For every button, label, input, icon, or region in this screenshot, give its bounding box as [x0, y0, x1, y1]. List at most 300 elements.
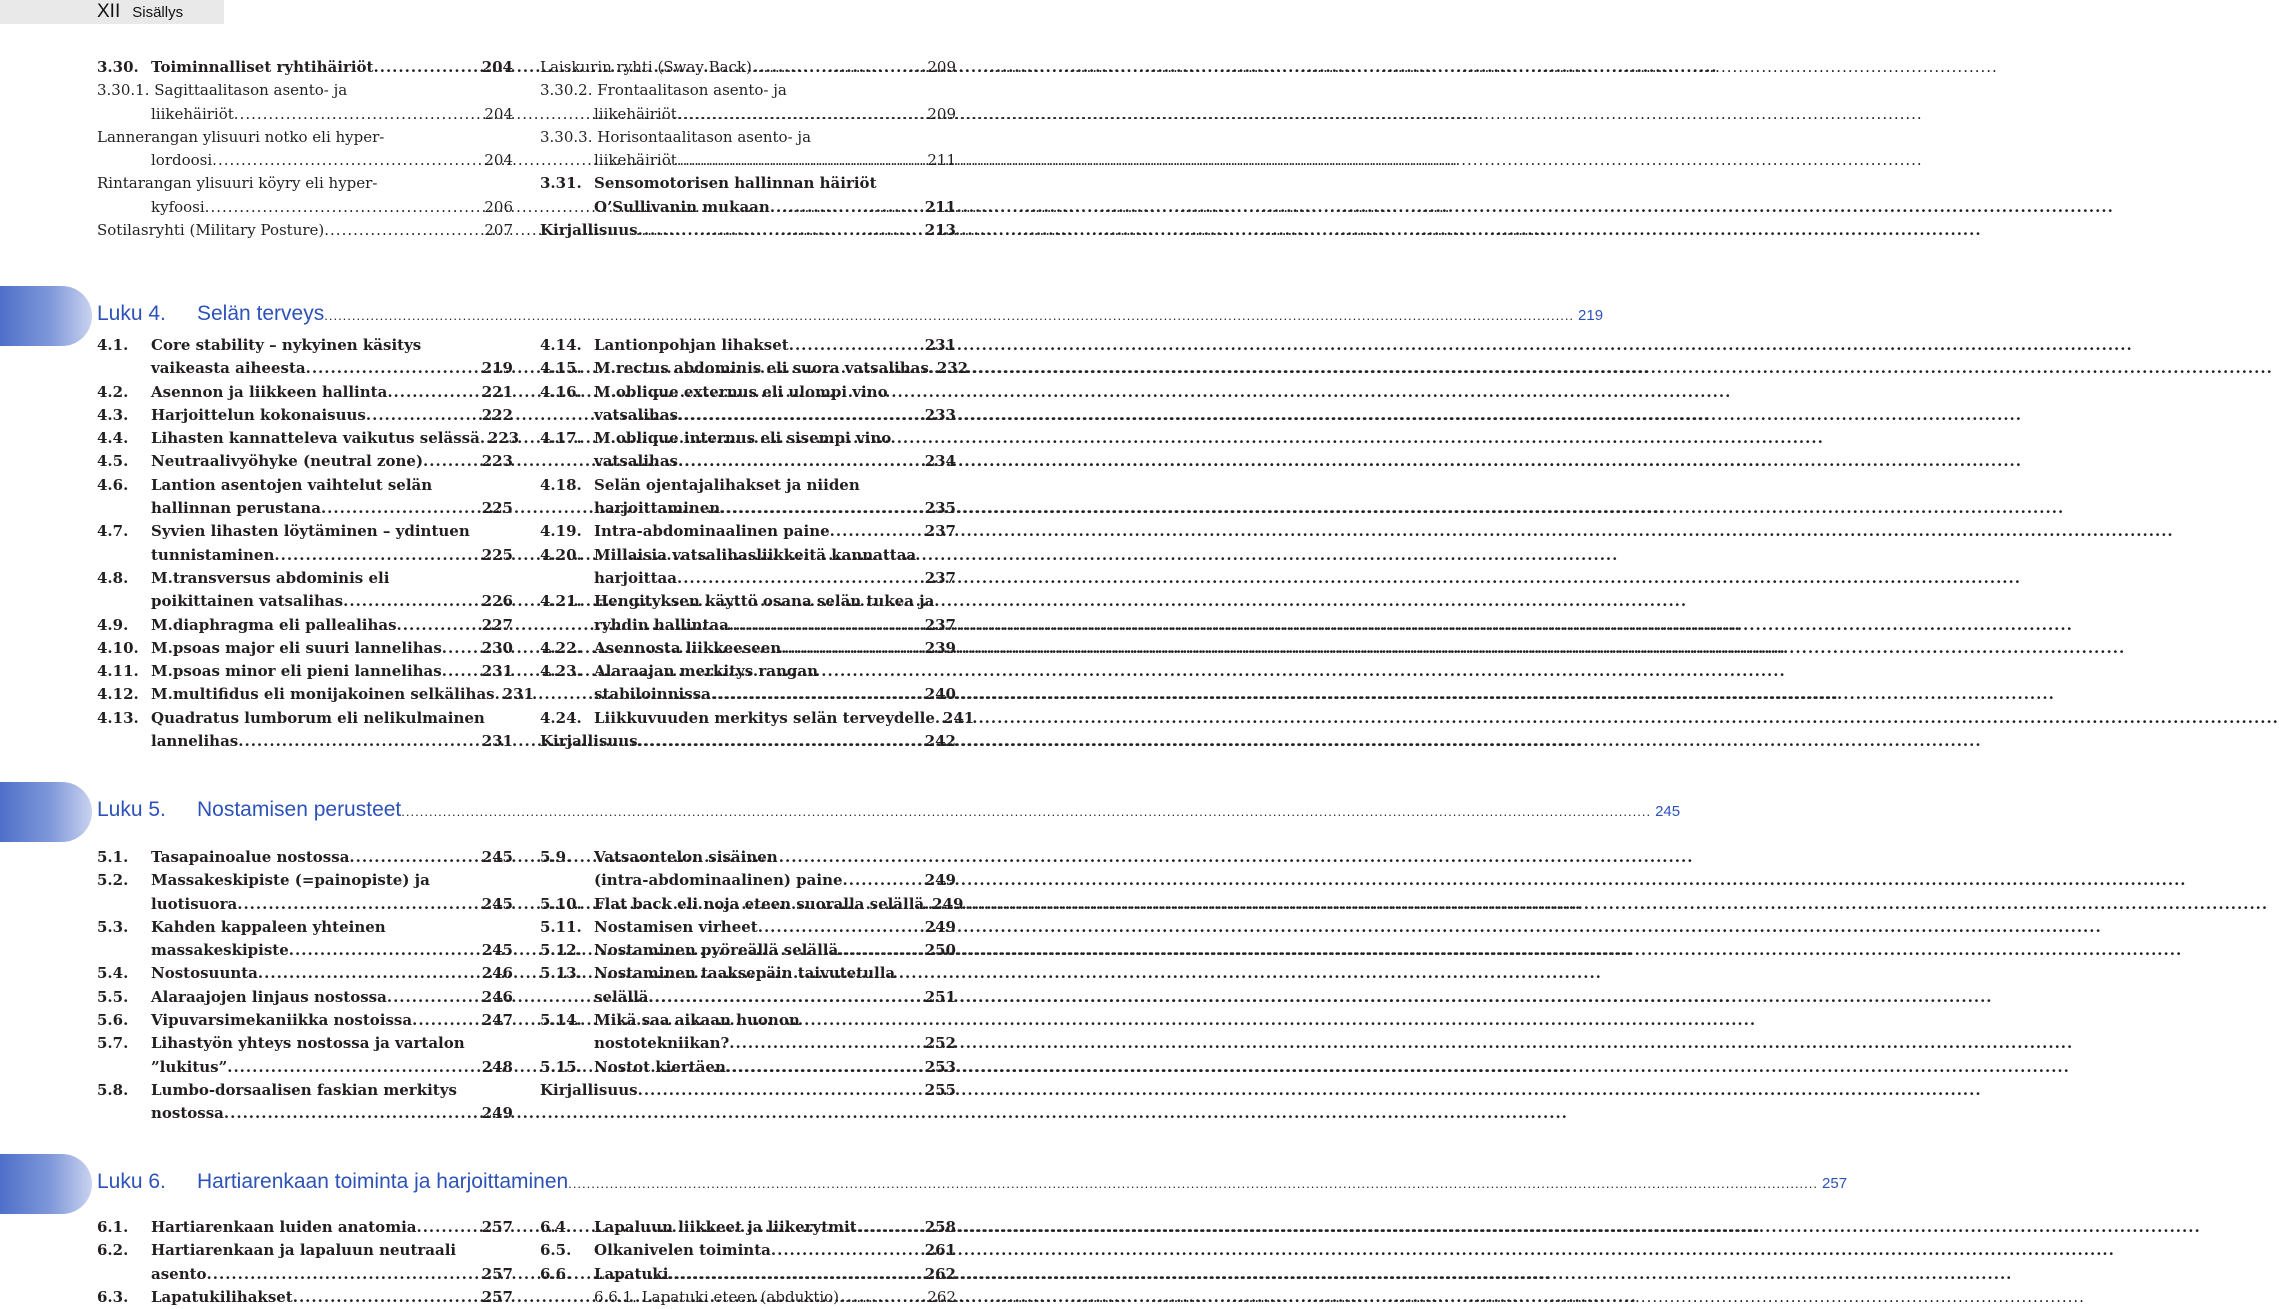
chapter-heading[interactable]: [97, 1170, 1848, 1194]
toc-entry-title: Nostosuunta: [151, 964, 258, 983]
chapter-title: Selän terveys: [197, 302, 325, 325]
toc-entry-title: vatsalihas: [594, 452, 678, 471]
toc-entry[interactable]: [97, 103, 513, 126]
dot-leader: [387, 986, 480, 1009]
toc-entry-title: Lapaluun liikkeet ja liikerytmit: [594, 1218, 857, 1236]
toc-entry-number: 4.20.: [540, 545, 582, 564]
toc-entry-page: 204: [484, 104, 513, 123]
toc-entry[interactable]: [540, 126, 956, 149]
toc-entry-number: 4.21.: [540, 592, 582, 611]
toc-entry-page: 242: [924, 732, 956, 751]
toc-entry[interactable]: [540, 1286, 956, 1309]
toc-top-right-column: [540, 56, 956, 242]
toc-entry[interactable]: [97, 196, 513, 219]
toc-entry-title: hallinnan perustana: [151, 499, 321, 518]
chapter-number: Luku 5.: [97, 798, 166, 821]
toc-entry-title: luotisuora: [151, 894, 238, 913]
toc-entry-number: 4.22.: [540, 638, 582, 657]
toc-entry-title: Intra-abdominaalinen paine: [594, 522, 830, 541]
toc-entry-page: 262: [924, 1264, 956, 1283]
toc-entry[interactable]: [540, 1239, 956, 1262]
toc-entry-title: Tasapainoalue nostossa: [151, 848, 350, 866]
toc-entry[interactable]: [540, 79, 956, 102]
toc-entry-page: 251: [924, 987, 956, 1006]
toc-entry-page: 223: [487, 429, 520, 448]
toc-entry-number: 6.2.: [97, 1241, 129, 1260]
toc-entry[interactable]: [540, 962, 956, 985]
dot-leader: [638, 1079, 923, 1102]
toc-entry[interactable]: [540, 357, 969, 380]
toc-entry[interactable]: [97, 660, 513, 683]
toc-entry-page: 231: [481, 662, 513, 681]
toc-entry-title: Asennosta liikkeeseen: [594, 638, 782, 657]
dot-leader: [397, 614, 480, 637]
toc-entry[interactable]: [97, 1263, 513, 1286]
toc-entry-page: 237: [924, 615, 956, 634]
toc-entry-title: liikehäiriöt: [594, 151, 677, 170]
toc-entry-title: Rintarangan ylisuuri köyry eli hyper-: [97, 174, 378, 193]
toc-entry[interactable]: [97, 1102, 513, 1125]
toc-entry-page: 237: [924, 568, 956, 587]
toc-entry-title: M.diaphragma eli pallealihas: [151, 615, 397, 634]
toc-entry[interactable]: [97, 1286, 513, 1309]
toc-entry[interactable]: [97, 79, 513, 102]
toc-entry-title: liikehäiriöt: [594, 104, 677, 123]
toc-entry[interactable]: [97, 334, 513, 357]
toc-entry[interactable]: [540, 219, 956, 242]
dot-leader: [720, 497, 923, 520]
toc-entry-number: 4.19.: [540, 522, 582, 541]
toc-entry-page: 233: [924, 405, 956, 424]
toc-entry[interactable]: [97, 1056, 513, 1079]
dot-leader: [839, 1286, 925, 1309]
toc-entry-page: 245: [481, 941, 513, 960]
toc-entry-number: 4.3.: [97, 405, 129, 424]
toc-entry[interactable]: [97, 357, 513, 380]
toc-entry-number: 5.7.: [97, 1034, 129, 1053]
toc-entry-title: Kirjallisuus: [540, 732, 638, 751]
dot-leader: [306, 357, 480, 380]
toc-entry[interactable]: [540, 196, 956, 219]
toc-entry-title: Nostot kiertäen: [594, 1057, 726, 1076]
toc-entry-number: 5.5.: [97, 987, 129, 1006]
dot-leader: [258, 962, 480, 985]
toc-top-left-column: [97, 56, 513, 242]
toc-entry-title: Neutraalivyöhyke (neutral zone): [151, 452, 424, 471]
chapter-page: 257: [1822, 1175, 1848, 1192]
toc-entry-page: 246: [481, 964, 513, 983]
toc-entry-number: 5.13.: [540, 964, 582, 983]
toc-entry[interactable]: [540, 893, 964, 916]
toc-entry[interactable]: [97, 1079, 513, 1102]
chapter-4-left-column: [97, 334, 534, 753]
toc-entry[interactable]: [540, 637, 956, 660]
toc-entry[interactable]: [97, 381, 513, 404]
toc-entry-title: vaikeasta aiheesta: [151, 359, 306, 378]
toc-entry[interactable]: [540, 986, 956, 1009]
toc-entry-page: 225: [481, 499, 513, 518]
toc-entry-title: Selän ojentajalihakset ja niiden: [594, 475, 860, 494]
toc-entry[interactable]: [97, 869, 513, 892]
chapter-number: Luku 4.: [97, 302, 166, 325]
dot-leader: [324, 308, 1574, 323]
toc-entry[interactable]: [97, 404, 513, 427]
toc-entry[interactable]: [540, 520, 956, 543]
toc-entry[interactable]: [540, 172, 956, 195]
toc-entry-title: Hartiarenkaan ja lapaluun neutraali: [151, 1241, 457, 1260]
toc-entry-number: 5.1.: [97, 848, 129, 866]
toc-entry[interactable]: [540, 1009, 956, 1032]
dot-leader: [227, 1056, 479, 1079]
toc-entry-title: stabiloinnissa: [594, 685, 711, 704]
toc-entry[interactable]: [97, 1239, 513, 1262]
toc-entry-page: 230: [481, 638, 513, 657]
toc-entry[interactable]: [540, 404, 956, 427]
dot-leader: [729, 1032, 922, 1055]
toc-entry-number: 4.9.: [97, 615, 129, 634]
toc-entry[interactable]: [97, 939, 513, 962]
toc-entry-number: 4.18.: [540, 475, 582, 494]
dot-leader: [711, 683, 923, 706]
dot-leader: [387, 381, 479, 404]
toc-entry-number: 4.2.: [97, 382, 129, 401]
dot-leader: [237, 893, 479, 916]
toc-entry-title: Sensomotorisen hallinnan häiriöt: [594, 174, 877, 193]
dot-leader: [349, 846, 479, 869]
toc-entry[interactable]: [97, 149, 513, 172]
dot-leader: [638, 219, 923, 242]
toc-entry-title: Lapatukilihakset: [151, 1287, 293, 1306]
page-number-roman: XII: [97, 1, 121, 22]
dot-leader: [224, 1102, 480, 1125]
chapter-heading[interactable]: [97, 302, 1604, 326]
toc-entry-title: Lantionpohjan lihakset: [594, 336, 789, 354]
toc-entry-title: kyfoosi: [151, 197, 205, 216]
toc-entry-title: O’Sullivanin mukaan: [594, 197, 770, 216]
toc-entry-title: M.psoas major eli suuri lannelihas: [151, 638, 442, 657]
dot-leader: [205, 196, 483, 219]
toc-entry[interactable]: [540, 1032, 956, 1055]
dot-leader: [838, 939, 922, 962]
toc-entry-page: 209: [927, 58, 956, 76]
toc-entry[interactable]: [540, 334, 956, 357]
toc-entry[interactable]: [97, 683, 534, 706]
toc-entry-title: Hengityksen käyttö osana selän tukea ja: [594, 592, 935, 611]
toc-entry[interactable]: [540, 916, 956, 939]
toc-entry-page: 211: [924, 197, 956, 216]
toc-entry-title: Alaraajan merkitys rangan: [594, 662, 819, 681]
chapter-tab-marker: [0, 1154, 92, 1214]
toc-entry-title: Lihasten kannatteleva vaikutus selässä: [151, 429, 480, 448]
toc-entry-title: M.psoas minor eli pieni lannelihas: [151, 662, 442, 681]
toc-entry-title: Nostamisen virheet: [594, 917, 758, 936]
toc-entry[interactable]: [97, 707, 513, 730]
toc-entry[interactable]: [97, 590, 513, 613]
toc-entry[interactable]: [540, 730, 956, 753]
toc-entry-title: lannelihas: [151, 732, 239, 751]
toc-entry-title: harjoittaa: [594, 568, 677, 587]
toc-entry-page: 247: [481, 1011, 513, 1030]
toc-entry-title: 3.30.2. Frontaalitason asento- ja: [540, 81, 787, 100]
toc-entry-title: Core stability – nykyinen käsitys: [151, 336, 422, 354]
toc-entry[interactable]: [540, 1263, 956, 1286]
dot-leader: [442, 660, 480, 683]
chapter-6-right-column: [540, 1216, 956, 1309]
toc-entry-number: 5.6.: [97, 1011, 129, 1030]
toc-entry-page: 225: [481, 545, 513, 564]
toc-entry[interactable]: [97, 520, 513, 543]
chapter-title: Nostamisen perusteet: [197, 798, 402, 821]
toc-entry[interactable]: [540, 1056, 956, 1079]
toc-entry[interactable]: [97, 846, 513, 869]
toc-entry-number: 5.2.: [97, 871, 129, 890]
toc-entry-title: M.multifidus eli monijakoinen selkälihas: [151, 685, 495, 704]
toc-entry[interactable]: [97, 1009, 513, 1032]
toc-entry[interactable]: [540, 660, 956, 683]
toc-entry[interactable]: [540, 1079, 956, 1102]
toc-entry[interactable]: [97, 427, 520, 450]
toc-entry-number: 6.1.: [97, 1218, 129, 1236]
toc-entry-title: M.rectus abdominis eli suora vatsalihas: [594, 359, 929, 378]
toc-entry-page: 204: [481, 58, 513, 76]
toc-entry-page: 204: [484, 151, 513, 170]
toc-entry-number: 4.10.: [97, 638, 139, 657]
toc-entry-page: 232: [936, 359, 969, 378]
toc-entry-page: 257: [481, 1287, 513, 1306]
toc-entry-title: harjoittaminen: [594, 499, 721, 518]
toc-entry[interactable]: [97, 172, 513, 195]
toc-entry-page: 239: [924, 638, 956, 657]
toc-entry-title: Alaraajojen linjaus nostossa: [151, 987, 387, 1006]
toc-entry-number: 4.15.: [540, 359, 582, 378]
toc-entry-number: 4.7.: [97, 522, 129, 541]
chapter-4-right-column: [540, 334, 975, 753]
toc-entry[interactable]: [540, 707, 975, 730]
toc-entry-page: 209: [927, 104, 956, 123]
toc-entry[interactable]: [97, 730, 513, 753]
dot-leader: [293, 1286, 480, 1309]
dot-leader: [423, 450, 480, 473]
toc-entry-title: Olkanivelen toiminta: [594, 1241, 771, 1260]
dot-leader: [830, 520, 923, 543]
toc-entry-title: massakeskipiste: [151, 941, 289, 960]
toc-entry-number: 5.8.: [97, 1080, 129, 1099]
chapter-6: [0, 1154, 1848, 1214]
toc-entry-title: M.transversus abdominis eli: [151, 568, 390, 587]
toc-entry-title: Nostaminen taaksepäin taivutetulla: [594, 964, 896, 983]
toc-entry[interactable]: [97, 614, 513, 637]
toc-entry-title: Kirjallisuus: [540, 1080, 638, 1099]
toc-entry-number: 6.3.: [97, 1287, 129, 1306]
toc-entry-page: 246: [481, 987, 513, 1006]
toc-entry-title: Toiminnalliset ryhtihäiriöt: [151, 58, 374, 76]
toc-entry-page: 223: [481, 452, 513, 471]
toc-entry-title: Lantion asentojen vaihtelut selän: [151, 475, 433, 494]
toc-entry[interactable]: [97, 56, 513, 79]
toc-entry-page: 219: [481, 359, 513, 378]
toc-entry[interactable]: [540, 103, 956, 126]
toc-entry-number: 4.12.: [97, 685, 139, 704]
toc-entry[interactable]: [540, 450, 956, 473]
toc-entry[interactable]: [540, 497, 956, 520]
toc-entry[interactable]: [540, 427, 956, 450]
toc-entry-page: 249: [924, 917, 956, 936]
toc-entry[interactable]: [97, 497, 513, 520]
dot-leader: [442, 637, 480, 660]
toc-entry-page: 241: [942, 708, 975, 727]
toc-entry-page: 250: [924, 941, 956, 960]
toc-entry[interactable]: [97, 637, 513, 660]
toc-entry-number: 4.1.: [97, 336, 129, 354]
toc-entry-title: lordoosi: [151, 151, 213, 170]
toc-entry-page: 248: [481, 1057, 513, 1076]
chapter-page: 219: [1578, 307, 1604, 324]
toc-entry-title: Lapatuki: [594, 1264, 669, 1283]
chapter-5-right-column: [540, 846, 964, 1102]
toc-entry[interactable]: [97, 567, 513, 590]
toc-entry-page: 257: [481, 1264, 513, 1283]
toc-entry[interactable]: [540, 56, 956, 79]
toc-entry-number: 6.6.: [540, 1264, 572, 1283]
dot-leader: [668, 1263, 922, 1286]
dot-leader: [781, 637, 923, 660]
toc-entry-number: 5.14.: [540, 1011, 582, 1030]
toc-entry-page: 253: [924, 1057, 956, 1076]
dot-leader: [366, 404, 480, 427]
toc-entry-title: 6.6.1. Lapatuki eteen (abduktio): [594, 1287, 840, 1306]
dot-leader: [770, 196, 923, 219]
toc-entry-page: 231: [924, 336, 956, 354]
dot-leader: [677, 149, 926, 172]
toc-entry-page: 240: [924, 685, 956, 704]
toc-entry-number: 4.24.: [540, 708, 582, 727]
toc-entry[interactable]: [97, 1216, 513, 1239]
toc-entry-page: 249: [932, 894, 964, 913]
toc-entry[interactable]: [540, 614, 956, 637]
dot-leader: [374, 56, 480, 79]
toc-entry-number: 4.16.: [540, 382, 582, 401]
toc-entry-title: vatsalihas: [594, 405, 678, 424]
chapter-6-left-column: [97, 1216, 513, 1309]
toc-entry[interactable]: [540, 381, 956, 404]
dot-leader: [207, 1263, 480, 1286]
toc-entry-title: M.oblique externus eli ulompi vino: [594, 382, 888, 401]
toc-entry-number: 3.31.: [540, 174, 582, 193]
chapter-5-left-column: [97, 846, 513, 1126]
toc-entry[interactable]: [97, 962, 513, 985]
toc-entry[interactable]: [540, 149, 956, 172]
toc-entry-page: 231: [481, 732, 513, 751]
toc-entry-title: Mikä saa aikaan huonon: [594, 1011, 800, 1030]
toc-entry-page: 252: [924, 1034, 956, 1053]
toc-entry-title: Nostaminen pyöreällä selällä: [594, 941, 839, 960]
toc-entry[interactable]: [540, 869, 956, 892]
toc-entry-number: 4.23.: [540, 662, 582, 681]
toc-entry-title: Liikkuvuuden merkitys selän terveydelle: [594, 708, 935, 727]
toc-entry-page: 235: [924, 499, 956, 518]
toc-entry-title: ryhdin hallintaa: [594, 615, 729, 634]
chapter-page: 245: [1655, 803, 1681, 820]
page-header-title: Sisällys: [132, 3, 184, 21]
toc-entry-title: Lumbo-dorsaalisen faskian merkitys: [151, 1080, 457, 1099]
toc-entry-title: Syvien lihasten löytäminen – ydintuen: [151, 522, 470, 541]
toc-entry-title: Asennon ja liikkeen hallinta: [151, 382, 388, 401]
toc-entry-number: 6.5.: [540, 1241, 572, 1260]
toc-entry-page: 237: [924, 522, 956, 541]
toc-entry[interactable]: [97, 126, 513, 149]
dot-leader: [678, 450, 923, 473]
toc-entry-page: 262: [927, 1287, 956, 1306]
toc-entry-page: 231: [502, 685, 534, 704]
toc-entry-title: Massakeskipiste (=painopiste) ja: [151, 871, 430, 890]
toc-entry[interactable]: [97, 893, 513, 916]
toc-entry[interactable]: [540, 474, 956, 497]
toc-entry-page: 211: [927, 151, 956, 170]
toc-entry-title: Harjoittelun kokonaisuus: [151, 405, 366, 424]
toc-entry-title: tunnistaminen: [151, 545, 275, 564]
dot-leader: [789, 334, 923, 357]
chapter-5: [0, 782, 1681, 842]
dot-leader: [726, 1056, 923, 1079]
dot-leader: [843, 869, 923, 892]
toc-entry[interactable]: [540, 683, 956, 706]
toc-entry[interactable]: [540, 590, 956, 613]
toc-entry[interactable]: [97, 544, 513, 567]
toc-entry-title: Kahden kappaleen yhteinen: [151, 917, 386, 936]
toc-entry-title: Flat back eli noja eteen suoralla selällä: [594, 894, 925, 913]
chapter-heading[interactable]: [97, 798, 1681, 822]
dot-leader: [677, 103, 926, 126]
toc-entry-number: 5.12.: [540, 941, 582, 960]
toc-entry-title: Lihastyön yhteys nostossa ja vartalon: [151, 1034, 465, 1053]
toc-entry-number: 4.14.: [540, 336, 582, 354]
toc-entry-page: 255: [924, 1080, 956, 1099]
dot-leader: [752, 56, 925, 79]
toc-entry[interactable]: [97, 474, 513, 497]
dot-leader: [212, 149, 482, 172]
toc-entry[interactable]: [540, 544, 956, 567]
toc-entry-title: (intra-abdominaalinen) paine: [594, 871, 843, 890]
toc-entry-number: 5.9.: [540, 848, 572, 866]
toc-entry-title: Vipuvarsimekaniikka nostoissa: [151, 1011, 413, 1030]
toc-entry-title: nostotekniikan?: [594, 1034, 730, 1053]
toc-entry[interactable]: [97, 916, 513, 939]
chapter-title: Hartiarenkaan toiminta ja harjoittaminen: [197, 1170, 569, 1193]
toc-entry[interactable]: [97, 450, 513, 473]
toc-entry-title: Laiskurin ryhti (Sway Back): [540, 58, 752, 76]
toc-entry-number: 6.4.: [540, 1218, 572, 1236]
dot-leader: [412, 1009, 480, 1032]
toc-entry-page: 249: [924, 871, 956, 890]
toc-entry[interactable]: [540, 1216, 956, 1239]
toc-entry[interactable]: [97, 219, 513, 242]
toc-entry-number: 4.5.: [97, 452, 129, 471]
dot-leader: [416, 1216, 479, 1239]
toc-entry-title: 3.30.3. Horisontaalitason asento- ja: [540, 127, 812, 146]
dot-leader: [238, 730, 479, 753]
toc-entry[interactable]: [540, 846, 956, 869]
toc-entry-number: 4.17.: [540, 429, 582, 448]
toc-entry-title: Sotilasryhti (Military Posture): [97, 221, 325, 240]
toc-entry-title: Kirjallisuus: [540, 221, 638, 240]
dot-leader: [234, 103, 483, 126]
toc-entry[interactable]: [540, 939, 956, 962]
toc-entry[interactable]: [97, 1032, 513, 1055]
toc-entry-number: 4.6.: [97, 475, 129, 494]
chapter-tab-marker: [0, 286, 92, 346]
toc-entry[interactable]: [97, 986, 513, 1009]
toc-entry[interactable]: [540, 567, 956, 590]
